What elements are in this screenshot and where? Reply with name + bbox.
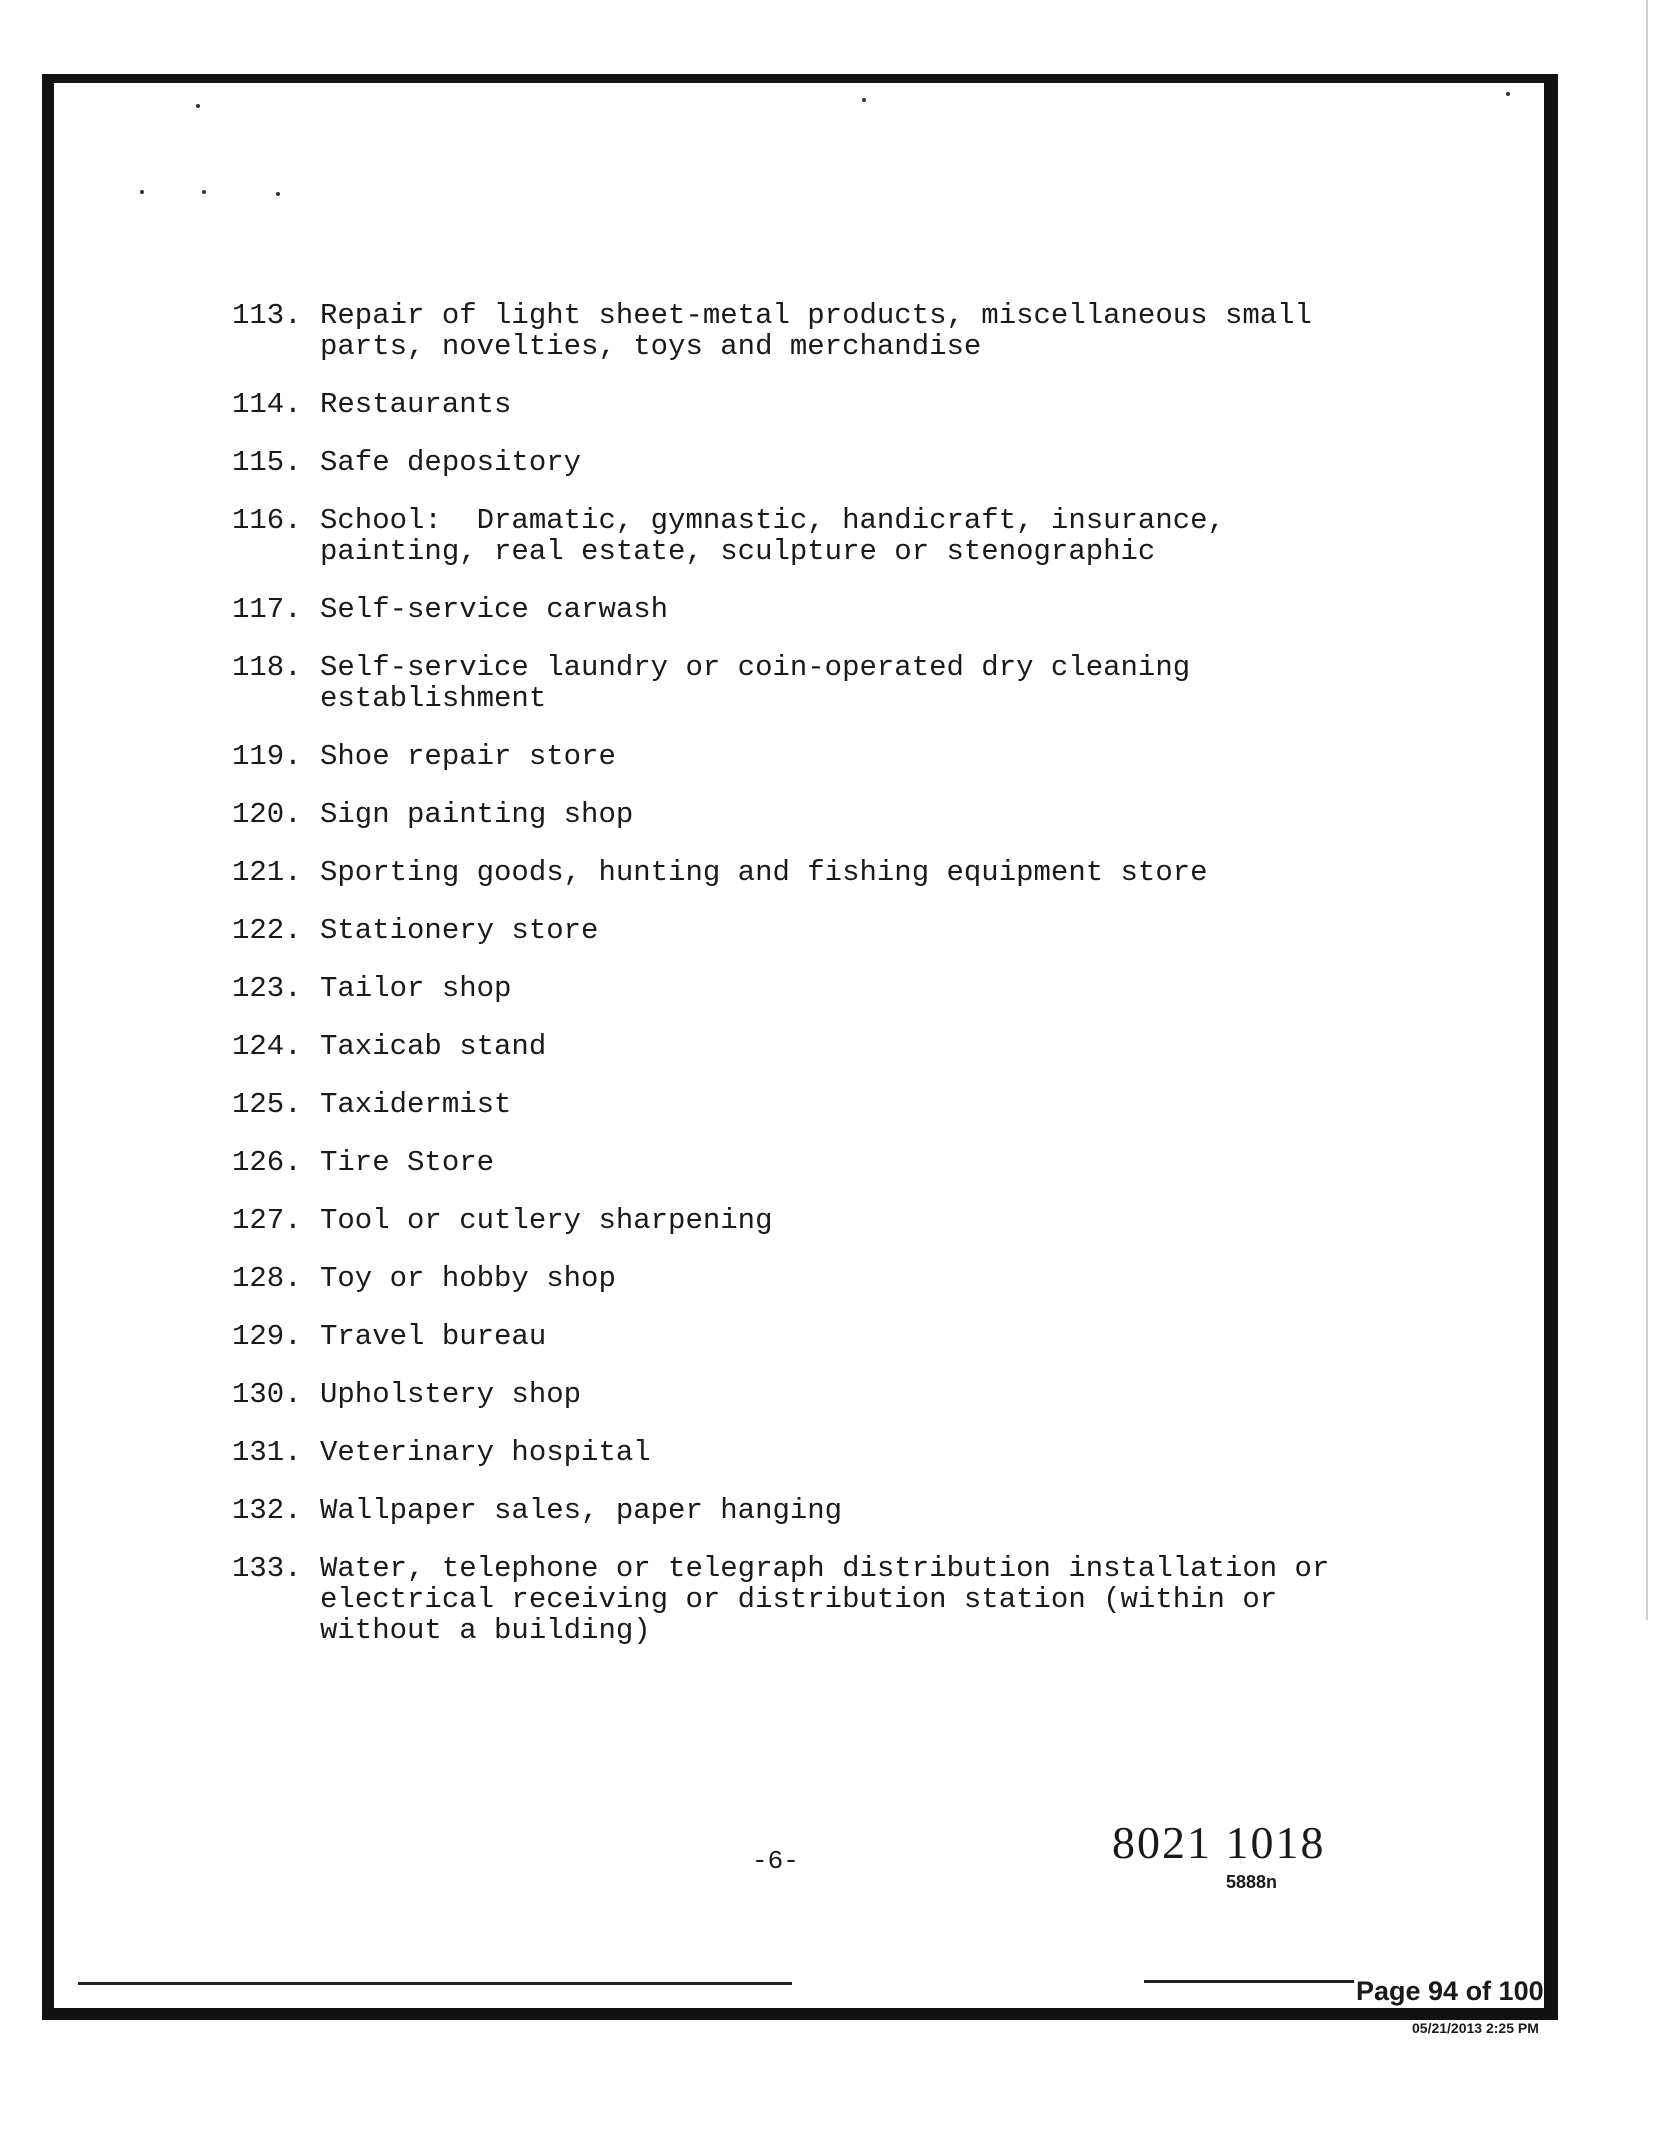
list-item xyxy=(232,300,1372,362)
item-number: 133. xyxy=(232,1552,302,1585)
footer-rule-right xyxy=(1144,1980,1354,1983)
item-text: School: Dramatic, gymnastic, handicraft, insurance, painting, real estate, sculpture or stenographic xyxy=(320,504,1225,568)
item-text: Wallpaper sales, paper hanging xyxy=(320,1494,843,1527)
item-number: 120. xyxy=(232,798,302,831)
scan-speck xyxy=(862,98,866,102)
list-item xyxy=(232,389,1372,420)
item-number: 118. xyxy=(232,651,302,684)
item-number: 125. xyxy=(232,1088,302,1121)
list-item xyxy=(232,1321,1372,1352)
item-text: Veterinary hospital xyxy=(320,1436,651,1469)
document-code: 5888n xyxy=(1226,1872,1278,1892)
item-number: 119. xyxy=(232,740,302,773)
item-text: Travel bureau xyxy=(320,1320,547,1353)
item-text: Sign painting shop xyxy=(320,798,634,831)
scan-speck xyxy=(276,192,280,196)
item-number: 130. xyxy=(232,1378,302,1411)
list-item xyxy=(232,857,1372,888)
scan-edge-rule xyxy=(1646,0,1648,1620)
list-item xyxy=(232,1495,1372,1526)
item-text: Upholstery shop xyxy=(320,1378,582,1411)
item-text: Tailor shop xyxy=(320,972,512,1005)
list-item xyxy=(232,1263,1372,1294)
list-item xyxy=(232,505,1372,567)
scan-speck xyxy=(1506,92,1510,96)
list-item xyxy=(232,973,1372,1004)
list-item xyxy=(232,1089,1372,1120)
item-number: 132. xyxy=(232,1494,302,1527)
scan-speck xyxy=(202,190,206,194)
item-number: 122. xyxy=(232,914,302,947)
item-text: Repair of light sheet-metal products, miscellaneous small parts, novelties, toys and merchandise xyxy=(320,299,1312,363)
item-number: 113. xyxy=(232,299,302,332)
item-text: Tool or cutlery sharpening xyxy=(320,1204,773,1237)
page-number: -6- xyxy=(752,1846,799,1876)
use-list xyxy=(232,300,1372,1673)
list-item xyxy=(232,1379,1372,1410)
footer-rule-left xyxy=(78,1982,792,1985)
item-text: Sporting goods, hunting and fishing equipment store xyxy=(320,856,1208,889)
list-item xyxy=(232,447,1372,478)
item-text: Stationery store xyxy=(320,914,599,947)
item-number: 131. xyxy=(232,1436,302,1469)
item-number: 129. xyxy=(232,1320,302,1353)
scan-speck xyxy=(196,104,200,108)
item-number: 117. xyxy=(232,593,302,626)
item-number: 128. xyxy=(232,1262,302,1295)
item-text: Taxidermist xyxy=(320,1088,512,1121)
item-text: Safe depository xyxy=(320,446,582,479)
item-number: 115. xyxy=(232,446,302,479)
item-text: Self-service carwash xyxy=(320,593,669,626)
list-item xyxy=(232,1437,1372,1468)
item-number: 126. xyxy=(232,1146,302,1179)
list-item xyxy=(232,652,1372,714)
document-number: 8021 1018 xyxy=(1112,1817,1326,1868)
item-number: 123. xyxy=(232,972,302,1005)
item-text: Shoe repair store xyxy=(320,740,616,773)
item-text: Water, telephone or telegraph distribution installation or electrical receiving or distribution station (within or without a building) xyxy=(320,1552,1330,1647)
item-number: 127. xyxy=(232,1204,302,1237)
item-number: 116. xyxy=(232,504,302,537)
item-number: 121. xyxy=(232,856,302,889)
list-item xyxy=(232,915,1372,946)
list-item xyxy=(232,1031,1372,1062)
item-text: Self-service laundry or coin-operated dry cleaning establishment xyxy=(320,651,1191,715)
list-item xyxy=(232,1205,1372,1236)
list-item xyxy=(232,594,1372,625)
list-item xyxy=(232,1553,1372,1646)
item-text: Restaurants xyxy=(320,388,512,421)
item-text: Tire Store xyxy=(320,1146,495,1179)
item-number: 124. xyxy=(232,1030,302,1063)
item-text: Taxicab stand xyxy=(320,1030,547,1063)
page-of-label: Page 94 of 100 xyxy=(1356,1976,1544,2006)
print-timestamp: 05/21/2013 2:25 PM xyxy=(1412,2020,1539,2036)
list-item xyxy=(232,741,1372,772)
list-item xyxy=(232,1147,1372,1178)
scan-speck xyxy=(140,190,144,194)
list-item xyxy=(232,799,1372,830)
item-number: 114. xyxy=(232,388,302,421)
item-text: Toy or hobby shop xyxy=(320,1262,616,1295)
